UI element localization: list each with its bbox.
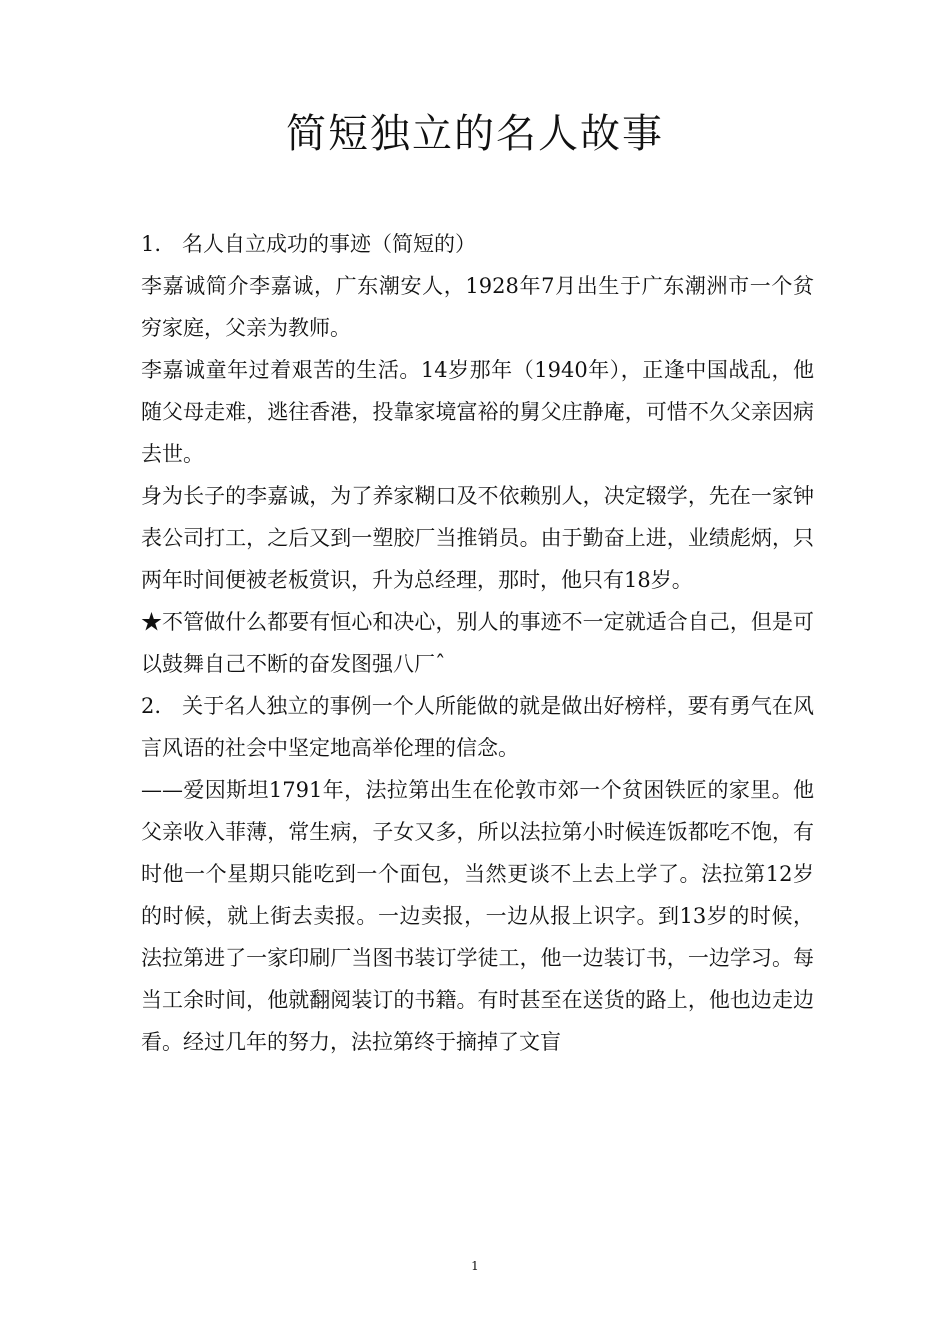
paragraph: 李嘉诚童年过着艰苦的生活。14岁那年（1940年），正逢中国战乱，他随父母走难，逃往香港，投靠家境富裕的舅父庄静庵，可惜不久父亲因病去世。 [141,358,814,466]
page-number: 1 [471,1259,479,1273]
paragraph: 李嘉诚简介李嘉诚，广东潮安人，1928年7月出生于广东潮洲市一个贫穷家庭，父亲为教师。 [141,274,814,340]
paragraph-note: ★不管做什么都要有恒心和决心，别人的事迹不一定就适合自己，但是可以鼓舞自己不断的奋发图强八厂ˆ [141,610,814,676]
document-body [141,223,814,1063]
paragraph: ——爱因斯坦1791年，法拉第出生在伦敦市郊一个贫困铁匠的家里。他父亲收入菲薄，常生病，子女又多，所以法拉第小时候连饭都吃不饱，有时他一个星期只能吃到一个面包，当然更谈不上去上学了。法拉第12岁的时候，就上街去卖报。一边卖报，一边从报上识字。到13岁的时候，法拉第进了一家印刷厂当图书装订学徒工，他一边装订书，一边学习。每当工余时间，他就翻阅装订的书籍。有时甚至在送货的路上，他也边走边看。经过几年的努力，法拉第终于摘掉了文盲 [141,778,814,1054]
paragraph: 身为长子的李嘉诚，为了养家糊口及不依赖别人，决定辍学，先在一家钟表公司打工，之后又到一塑胶厂当推销员。由于勤奋上进，业绩彪炳，只两年时间便被老板赏识，升为总经理，那时，他只有18岁。 [141,484,814,592]
paragraph-heading-1: 1. 名人自立成功的事迹（简短的） [141,232,477,256]
document-title: 简短独立的名人故事 [286,111,664,157]
paragraph-heading-2: 2. 关于名人独立的事例一个人所能做的就是做出好榜样，要有勇气在风言风语的社会中坚定地高举伦理的信念。 [141,694,814,760]
